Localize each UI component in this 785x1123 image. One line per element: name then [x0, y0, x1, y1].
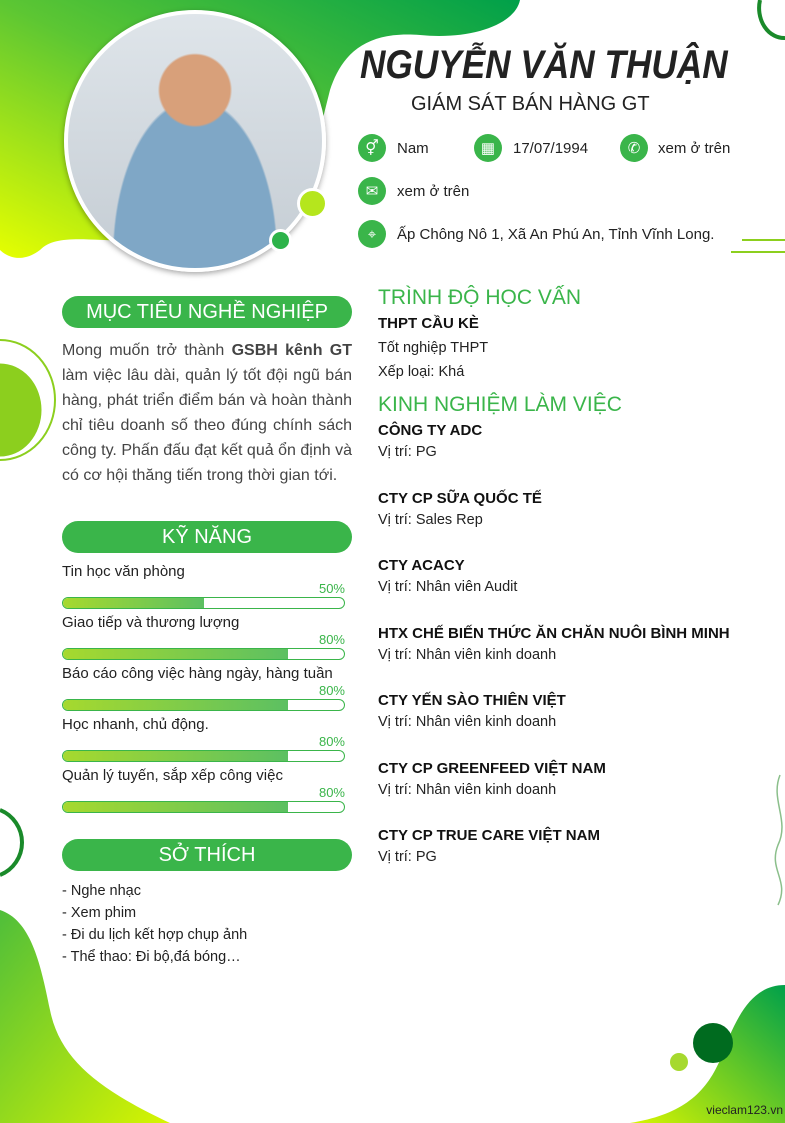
decorative-dot [269, 229, 292, 252]
candidate-name: NGUYỄN VĂN THUẬN [360, 43, 728, 87]
job-role: Vị trí: Nhân viên kinh doanh [378, 646, 557, 663]
company-name: CÔNG TY ADC [378, 422, 483, 439]
skill-progress-bar [62, 648, 345, 660]
skill-progress-fill [63, 751, 288, 761]
hobby-item: - Đi du lịch kết hợp chụp ảnh [62, 927, 248, 943]
job-role: Vị trí: Nhân viên kinh doanh [378, 781, 557, 798]
skill-percent: 80% [318, 734, 345, 749]
skill-progress-fill [63, 598, 204, 608]
gender-icon: ⚥ [358, 134, 386, 162]
email-value: xem ở trên [397, 183, 470, 200]
skill-item [62, 716, 345, 763]
skill-item [62, 614, 345, 661]
skill-label: Học nhanh, chủ động. [62, 716, 209, 733]
skill-progress-fill [63, 802, 288, 812]
company-name: CTY YẾN SÀO THIÊN VIỆT [378, 692, 566, 709]
calendar-icon: ▦ [474, 134, 502, 162]
skills-heading: KỸ NĂNG [62, 521, 352, 553]
job-role: Vị trí: Sales Rep [378, 511, 483, 528]
company-name: HTX CHẾ BIẾN THỨC ĂN CHĂN NUÔI BÌNH MINH [378, 624, 730, 642]
skill-item [62, 665, 345, 712]
job-role: Vị trí: PG [378, 444, 437, 460]
hobbies-heading: SỞ THÍCH [62, 839, 352, 871]
skill-label: Giao tiếp và thương lượng [62, 614, 240, 631]
education-heading: TRÌNH ĐỘ HỌC VẤN [378, 286, 582, 309]
objective-heading: MỤC TIÊU NGHỀ NGHIỆP [62, 296, 352, 328]
skill-label: Tin học văn phòng [62, 563, 185, 580]
decorative-dot [297, 188, 328, 219]
watermark: vieclam123.vn [706, 1103, 783, 1117]
job-title: GIÁM SÁT BÁN HÀNG GT [411, 93, 650, 115]
dob-value: 17/07/1994 [513, 140, 589, 157]
company-name: CTY CP TRUE CARE VIỆT NAM [378, 827, 600, 844]
job-role: Vị trí: Nhân viên kinh doanh [378, 714, 557, 730]
location-icon: ⌖ [358, 220, 386, 248]
address-value: Ấp Chông Nô 1, Xã An Phú An, Tỉnh Vĩnh Long. [397, 226, 715, 243]
email-icon: ✉ [358, 177, 386, 205]
experience-heading: KINH NGHIỆM LÀM VIỆC [378, 393, 622, 416]
hobby-item: - Thể thao: Đi bộ,đá bóng… [62, 949, 241, 965]
skill-percent: 80% [318, 683, 345, 698]
skill-percent: 80% [318, 785, 345, 800]
skill-progress-bar [62, 750, 345, 762]
skill-progress-bar [62, 801, 345, 813]
skill-progress-bar [62, 597, 345, 609]
company-name: CTY ACACY [378, 557, 465, 574]
skill-item [62, 767, 345, 814]
skill-percent: 80% [318, 632, 345, 647]
company-name: CTY CP SỮA QUỐC TẾ [378, 489, 542, 507]
gender-value: Nam [397, 140, 429, 157]
phone-icon: ✆ [620, 134, 648, 162]
skill-item [62, 563, 345, 610]
job-role: Vị trí: PG [378, 849, 437, 865]
school-name: THPT CẦU KÈ [378, 315, 479, 332]
skill-progress-fill [63, 649, 288, 659]
objective-text: Mong muốn trở thành GSBH kênh GT làm việc lâu dài, quản lý tốt đội ngũ bán hàng, phát triển điểm bán và hoàn thành chỉ tiêu doanh số theo đúng chính sách công ty. Phấn đấu đạt kết quả ổn định và có cơ hội thăng tiến trong thời gian tới. [62, 342, 352, 484]
phone-value: xem ở trên [658, 140, 731, 157]
education-line: Xếp loại: Khá [378, 364, 465, 380]
skill-percent: 50% [318, 581, 345, 596]
hobbies-list [62, 880, 247, 968]
hobby-item: - Nghe nhạc [62, 883, 141, 899]
skill-label: Quản lý tuyến, sắp xếp công việc [62, 767, 283, 784]
skill-label: Báo cáo công việc hàng ngày, hàng tuần [62, 665, 333, 682]
education-line: Tốt nghiệp THPT [378, 340, 489, 356]
skill-progress-bar [62, 699, 345, 711]
hobby-item: - Xem phim [62, 905, 137, 921]
company-name: CTY CP GREENFEED VIỆT NAM [378, 759, 606, 777]
job-role: Vị trí: Nhân viên Audit [378, 579, 518, 595]
skill-progress-fill [63, 700, 288, 710]
